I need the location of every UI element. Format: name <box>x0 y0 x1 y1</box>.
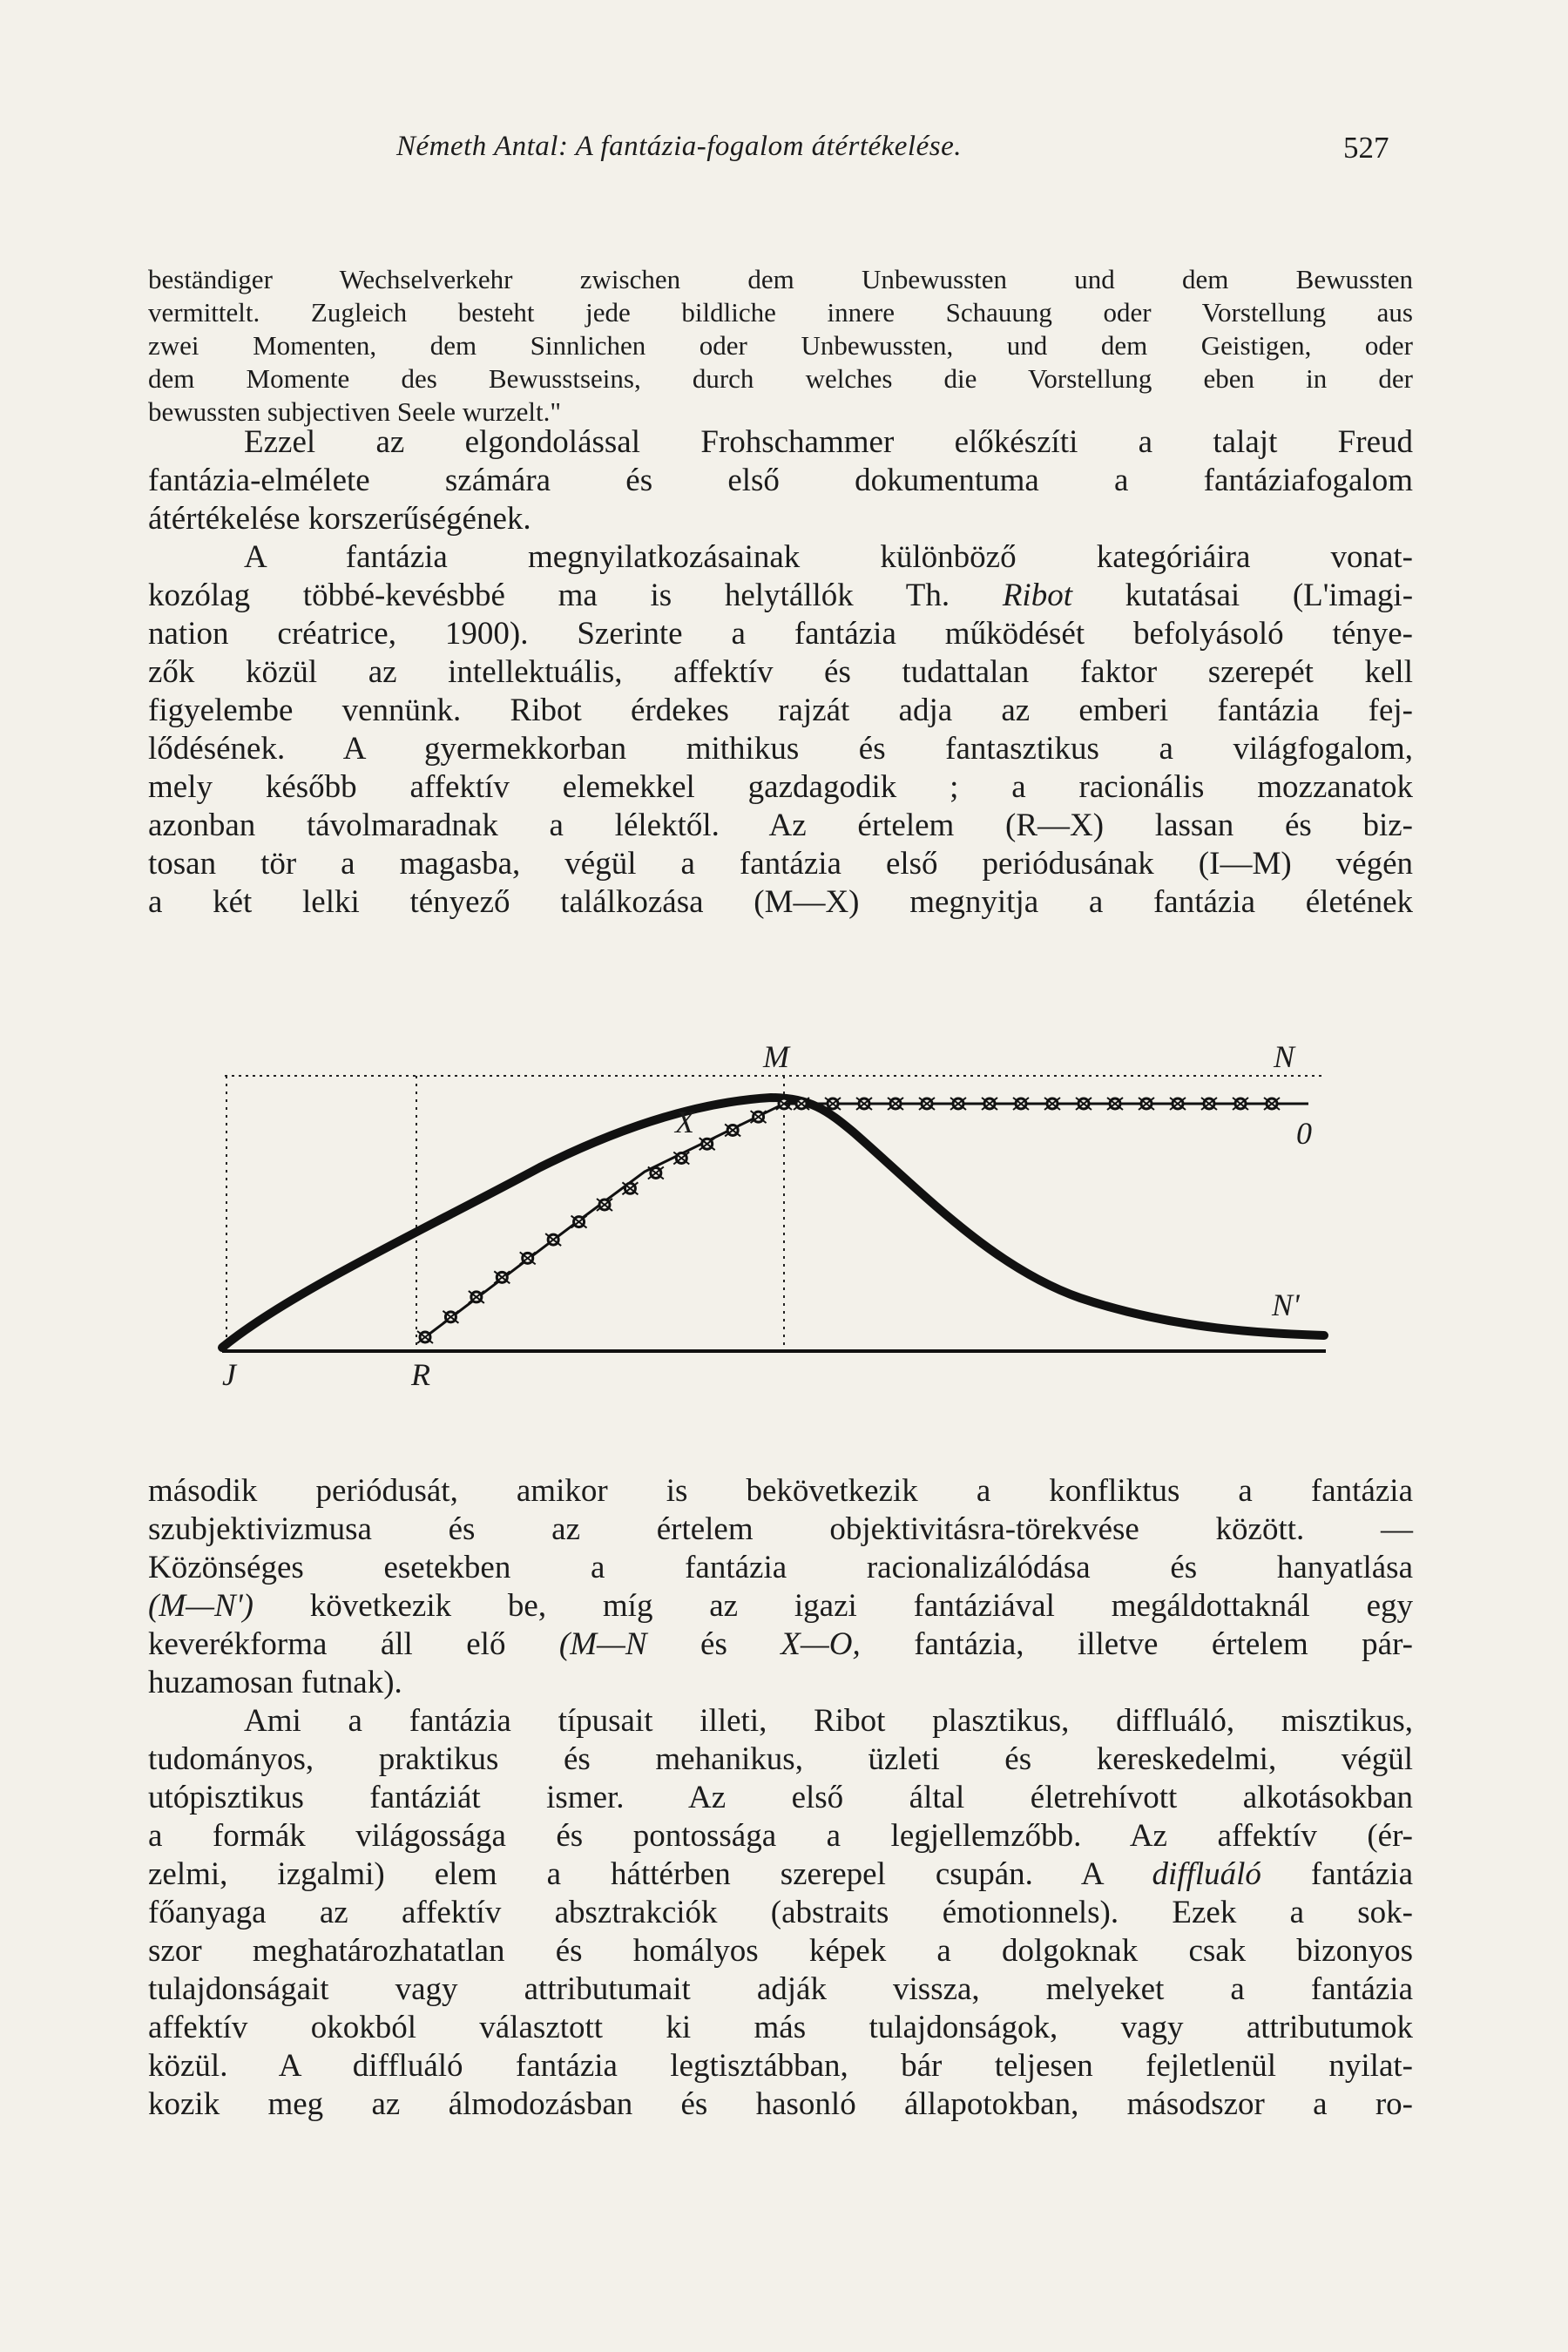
author-name: Ribot <box>1002 578 1072 613</box>
text-line: közül. A diffluáló fantázia legtisztábban, bár teljesen fejletlenül nyilat- <box>148 2048 1413 2084</box>
text-line: zwei Momenten, dem Sinnlichen oder Unbewussten, und dem Geistigen, oder <box>148 330 1413 361</box>
label-m: M <box>763 1039 789 1074</box>
text-line: Ami a fantázia típusait illeti, Ribot plasztikus, diffluáló, misztikus, <box>244 1703 1413 1739</box>
body-text-bottom <box>148 1472 1413 2124</box>
text-line: a két lelki tényező találkozása (M—X) megnyitja a fantázia életének <box>148 884 1413 920</box>
text-line: nation créatrice, 1900). Szerinte a fantázia működését befolyásoló ténye- <box>148 616 1413 652</box>
text-line: A fantázia megnyilatkozásainak különböző kategóriáira vonat- <box>244 539 1413 575</box>
text-line: kozik meg az álmodozásban és hasonló állapotokban, másodszor a ro- <box>148 2086 1413 2122</box>
text-line: huzamosan futnak). <box>148 1665 402 1700</box>
label-i: J <box>222 1357 236 1392</box>
text-line: második periódusát, amikor is bekövetkezik a konfliktus a fantázia <box>148 1473 1413 1509</box>
text-line: Közönséges esetekben a fantázia racionalizálódása és hanyatlása <box>148 1550 1413 1585</box>
text-line: mely később affektív elemekkel gazdagodik ; a racionális mozzanatok <box>148 769 1413 805</box>
text-line: vermittelt. Zugleich besteht jede bildliche innere Schauung oder Vorstellung aus <box>148 297 1413 328</box>
text-line: átértékelése korszerűségének. <box>148 501 531 537</box>
text-line: beständiger Wechselverkehr zwischen dem Unbewussten und dem Bewussten <box>148 264 1413 294</box>
text-line: azonban távolmaradnak a lélektől. Az értelem (R—X) lassan és biz- <box>148 808 1413 843</box>
page-header <box>0 131 1568 174</box>
text-line: Ezzel az elgondolással Frohschammer előkészíti a talajt Freud <box>244 424 1413 460</box>
text-line: keverékforma áll elő (M—N és X—O, fantázia, illetve értelem pár- <box>148 1626 1413 1662</box>
diagram-svg <box>209 1032 1342 1416</box>
text-line: dem Momente des Bewusstseins, durch welches die Vorstellung eben in der <box>148 363 1413 394</box>
label-o: 0 <box>1296 1116 1312 1151</box>
text-line: utópisztikus fantáziát ismer. Az első által életrehívott alkotásokban <box>148 1780 1413 1815</box>
text-line: tosan tör a magasba, végül a fantázia első periódusának (I—M) végén <box>148 846 1413 882</box>
text-line: szubjektivizmusa és az értelem objektivitásra-törekvése között. — <box>148 1511 1413 1547</box>
text-line: (M—N') következik be, míg az igazi fantáziával megáldottaknál egy <box>148 1588 1414 1624</box>
text-line: főanyaga az affektív absztrakciók (abstraits émotionnels). Ezek a sok- <box>148 1895 1413 1930</box>
body-text-top <box>148 423 1413 922</box>
fantasy-curve <box>222 1098 1324 1348</box>
running-title: Németh Antal: A fantázia-fogalom átértékelése. <box>396 131 962 162</box>
text-line: tulajdonságait vagy attributumait adják vissza, melyeket a fantázia <box>148 1971 1413 2007</box>
label-n-prime: N' <box>1272 1288 1300 1322</box>
text-line: zők közül az intellektuális, affektív és tudattalan faktor szerepét kell <box>148 654 1413 690</box>
ribot-diagram <box>209 1032 1342 1416</box>
text-line: fantázia-elmélete számára és első dokumentuma a fantáziafogalom <box>148 463 1413 498</box>
quotation-block <box>148 263 1413 429</box>
text-line: tudományos, praktikus és mehanikus, üzleti és kereskedelmi, végül <box>148 1741 1413 1777</box>
page-number: 527 <box>1343 131 1389 165</box>
text-line: szor meghatározhatatlan és homályos képek a dolgoknak csak bizonyos <box>148 1933 1413 1969</box>
text-line: zelmi, izgalmi) elem a háttérben szerepel csupán. A diffluáló fantázia <box>148 1856 1413 1892</box>
label-n: N <box>1274 1039 1295 1074</box>
text-line: kozólag többé-kevésbbé ma is helytállók Th. Ribot kutatásai (L'imagi- <box>148 578 1414 613</box>
text-line: affektív okokból választott ki más tulajdonságok, vagy attributumok <box>148 2010 1413 2045</box>
text-line: bewussten subjectiven Seele wurzelt." <box>148 396 562 427</box>
text-line: figyelembe vennünk. Ribot érdekes rajzát adja az emberi fantázia fej- <box>148 693 1413 728</box>
label-r: R <box>411 1357 430 1392</box>
label-x: X <box>675 1105 694 1139</box>
text-line: lődésének. A gyermekkorban mithikus és fantasztikus a világfogalom, <box>148 731 1413 767</box>
text-line: a formák világossága és pontossága a legjellemzőbb. Az affektív (ér- <box>148 1818 1413 1854</box>
